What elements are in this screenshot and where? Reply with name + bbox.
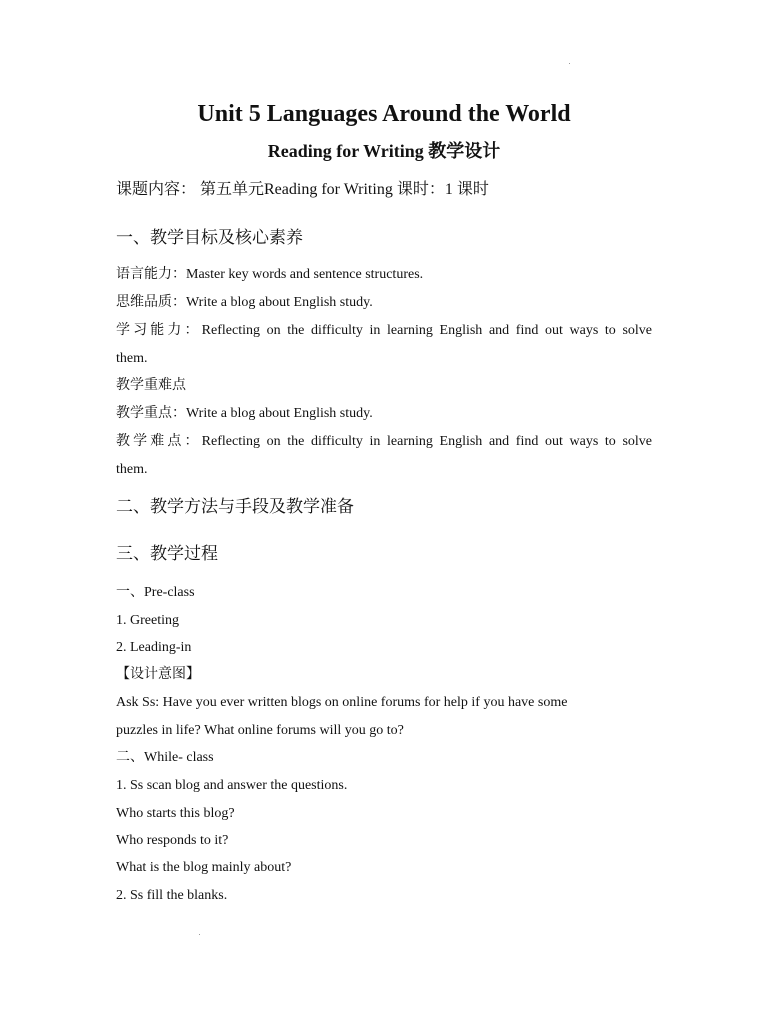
stray-mark <box>199 934 200 935</box>
step-scan-blog: 1. Ss scan blog and answer the questions. <box>116 778 348 793</box>
step-greeting: 1. Greeting <box>116 613 179 628</box>
question-item: Who responds to it? <box>116 833 229 848</box>
phase-pre-class: 一、Pre-class <box>116 585 195 600</box>
goal-learning-cont: them. <box>116 351 148 366</box>
leading-question-line1: Ask Ss: Have you ever written blogs on online forums for help if you have some <box>116 695 568 710</box>
page-title: Unit 5 Languages Around the World <box>197 101 571 127</box>
section-heading-methods: 二、教学方法与手段及教学准备 <box>116 497 354 516</box>
course-info: 课题内容： 第五单元Reading for Writing 课时：1 课时 <box>116 181 489 198</box>
question-item: Who starts this blog? <box>116 806 235 821</box>
section-heading-process: 三、教学过程 <box>116 544 218 563</box>
key-points-heading: 教学重难点 <box>116 378 186 393</box>
key-point: 教学重点：Write a blog about English study. <box>116 406 373 421</box>
difficult-point: 教学难点：Reflecting on the difficulty in learning English and find out ways to solve <box>116 434 652 449</box>
design-intent-label: 【设计意图】 <box>116 667 200 682</box>
goal-language: 语言能力：Master key words and sentence structures. <box>116 267 424 282</box>
section-heading-goals: 一、教学目标及核心素养 <box>116 228 303 247</box>
step-leading-in: 2. Leading-in <box>116 640 192 655</box>
page-subtitle: Reading for Writing 教学设计 <box>267 141 501 161</box>
goal-thinking: 思维品质：Write a blog about English study. <box>116 295 373 310</box>
difficult-point-cont: them. <box>116 462 148 477</box>
step-fill-blanks: 2. Ss fill the blanks. <box>116 888 228 903</box>
leading-question-line2: puzzles in life? What online forums will you go to? <box>116 723 404 738</box>
question-item: What is the blog mainly about? <box>116 860 292 875</box>
goal-learning: 学习能力：Reflecting on the difficulty in learning English and find out ways to solve <box>116 323 652 338</box>
phase-while-class: 二、While- class <box>116 750 214 765</box>
stray-mark <box>569 63 570 64</box>
